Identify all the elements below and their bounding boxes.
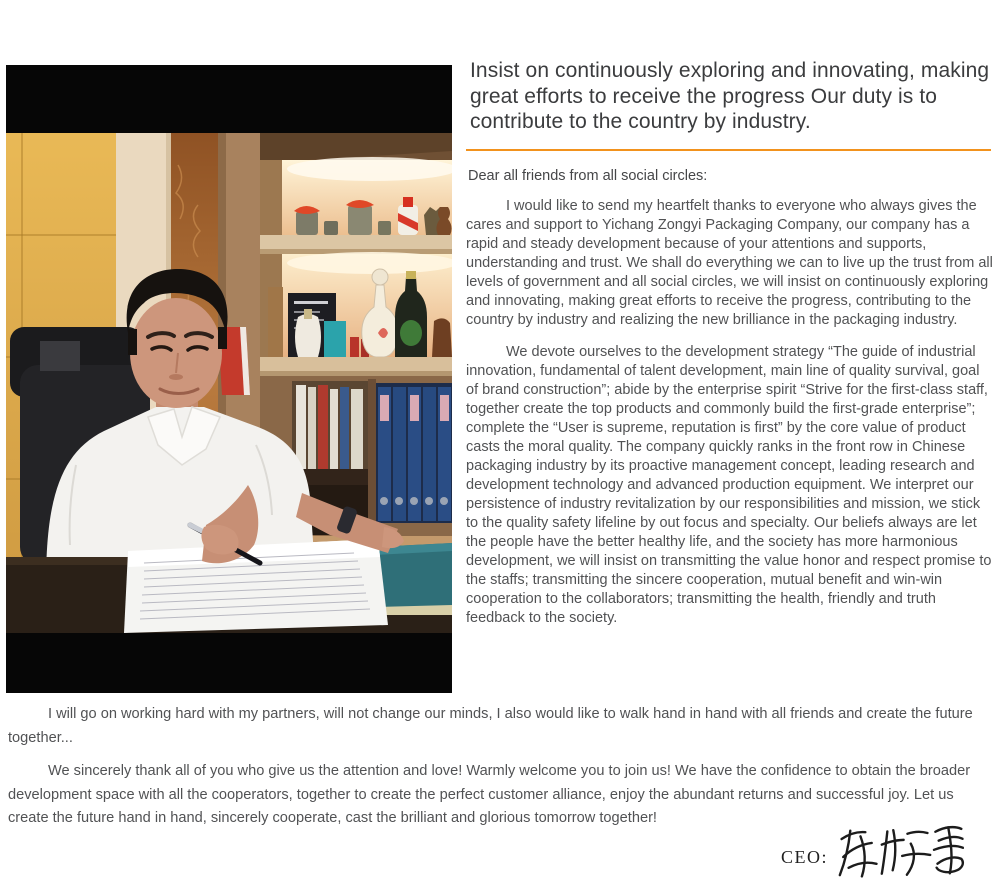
letter-paragraph-4: We sincerely thank all of you who give us the attention and love! Warmly welcome you to join us! We have the confidence to obtain the broader development space with all the cooperators, together to create the perfect customer alliance, enjoy the abundant returns and successful joy. Let us create the future hand in hand, sincerely cooperate, cast the brilliant and glorious tomorrow together! [8,763,971,826]
wood-sign [268,287,283,357]
salutation: Dear all friends from all social circles: [468,167,708,184]
letter-paragraph-2: We devote ourselves to the development strategy “The guide of industrial innovation, fundamental of talent development, main line of quality survival, goal of brand construction”; abide by the enterprise spirit “Strive for the first-class staff, together create the top products and commonly build the first-grade enterprise”; complete the “User is supreme, reputation is first” by the core value of product casts the moral quality. The company quickly ranks in the front row in Chinese packaging industry by its proactive management concept, leading research and development technology and advanced production equipment. We interpret our persistence of industry revitalization by our responsibilities and mission, we stick to the quality safety lifeline by out focus and specialty. Our beliefs always are let the people have the better healthy life, and the society has more harmonious development, we will insist on transmitting the value honor and respect promise to the staffs; transmitting the sincere cooperation, mutual benefit and win-win cooperation to the collaborators; transmitting the health, friendly and truth feedback to the society. [466,343,992,626]
letter-paragraph-1: I would like to send my heartfelt thanks to everyone who always gives the cares and support to Yichang Zongyi Packaging Company, our company has a rapid and steady development because of your attentions and supports, understanding and trust. We shall do everything we can to live up the trust from all levels of government and all social circles, we will insist on continuously exploring and innovating, making great efforts to receive the progress, contributing to the country by industry and realizing the new brilliance in the packaging industry. [466,197,993,328]
accent-divider [466,149,991,151]
desk-papers [124,539,388,633]
vase [436,207,451,235]
ceo-label: CEO: [780,846,828,867]
page-title: Insist on continuously exploring and innovating, making great efforts to receive the progress Our duty is to contribute to the country by industry. [470,59,990,133]
blue-binders [378,387,451,521]
letter-column [466,58,993,628]
letter-paragraph-3: I will go on working hard with my partners, will not change our minds, I also would like to walk hand in hand with all friends and create the future together... [8,706,973,746]
face [130,298,222,408]
ceo-signature [835,819,965,881]
teal-box [324,321,346,357]
signature-block [781,820,964,880]
ceo-photo [6,65,452,693]
gourd-vessel [432,318,452,357]
ceo-photo-scene [6,65,452,693]
